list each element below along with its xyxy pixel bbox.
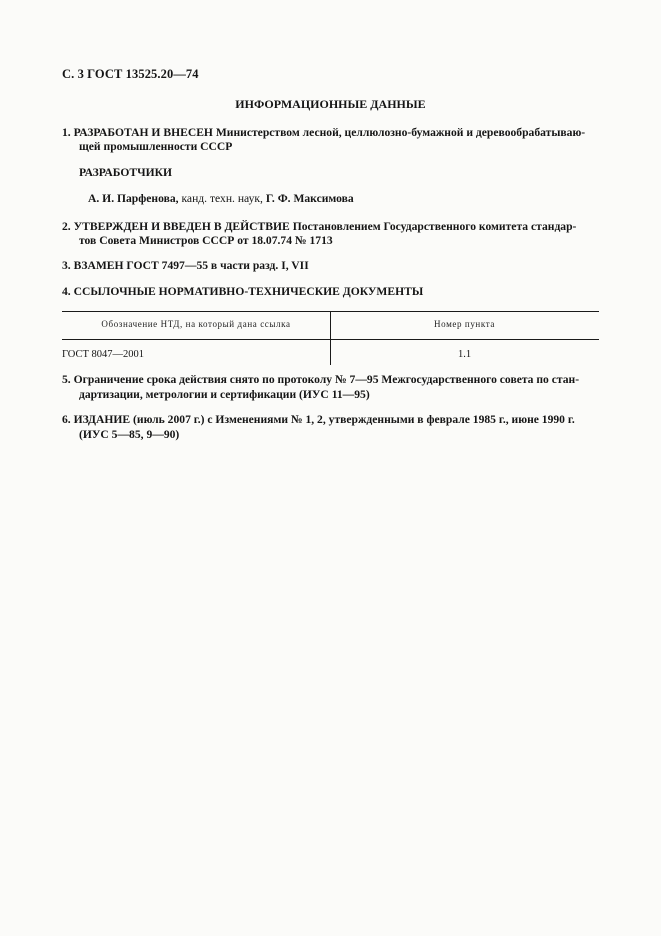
section-2-text-line2: тов Совета Министров СССР от 18.07.74 № 1713 xyxy=(79,234,333,247)
table-cell-document: ГОСТ 8047—2001 xyxy=(62,349,145,360)
table-header-clause: Номер пункта xyxy=(434,319,495,329)
section-2 xyxy=(62,219,602,234)
section-6-line1: 6. ИЗДАНИЕ (июль 2007 г.) с Изменениями № 1, 2, утвержденными в феврале 1985 г., июне 1990 г. xyxy=(62,413,575,426)
section-2-lead: УТВЕРЖДЕН И ВВЕДЕН В ДЕЙСТВИЕ xyxy=(73,220,290,233)
section-5-line2: дартизации, метрологии и сертификации (ИУС 11—95) xyxy=(79,388,370,401)
author-1-name: А. И. Парфенова, xyxy=(88,192,179,205)
author-1-degree: канд. техн. наук, xyxy=(181,192,263,205)
page-header: С. 3 ГОСТ 13525.20—74 xyxy=(62,67,199,81)
authors-line xyxy=(88,192,354,205)
section-1-text-line2: щей промышленности СССР xyxy=(79,140,233,153)
table-header-document: Обозначение НТД, на который дана ссылка xyxy=(101,319,291,329)
section-3: 3. ВЗАМЕН ГОСТ 7497—55 в части разд. I, VII xyxy=(62,259,309,272)
section-2-number: 2. xyxy=(62,220,71,233)
table-cell-clause: 1.1 xyxy=(457,349,472,360)
section-5-line1: 5. Ограничение срока действия снято по протоколу № 7—95 Межгосударственного совета по стан- xyxy=(62,373,580,386)
table-header-rule xyxy=(62,339,599,340)
section-4: 4. ССЫЛОЧНЫЕ НОРМАТИВНО-ТЕХНИЧЕСКИЕ ДОКУМЕНТЫ xyxy=(62,285,424,298)
section-1-lead: РАЗРАБОТАН И ВНЕСЕН xyxy=(73,126,213,139)
section-1 xyxy=(62,125,602,140)
author-2-name: Г. Ф. Максимова xyxy=(265,192,354,205)
developers-heading: РАЗРАБОТЧИКИ xyxy=(79,166,173,179)
section-6-line2: (ИУС 5—85, 9—90) xyxy=(79,428,180,441)
section-1-number: 1. xyxy=(62,126,71,139)
page-title: ИНФОРМАЦИОННЫЕ ДАННЫЕ xyxy=(235,97,426,111)
section-2-text-line1: Постановлением Государственного комитета стандар- xyxy=(292,220,577,233)
section-1-text-line1: Министерством лесной, целлюлозно-бумажной и деревообрабатываю- xyxy=(215,126,586,139)
